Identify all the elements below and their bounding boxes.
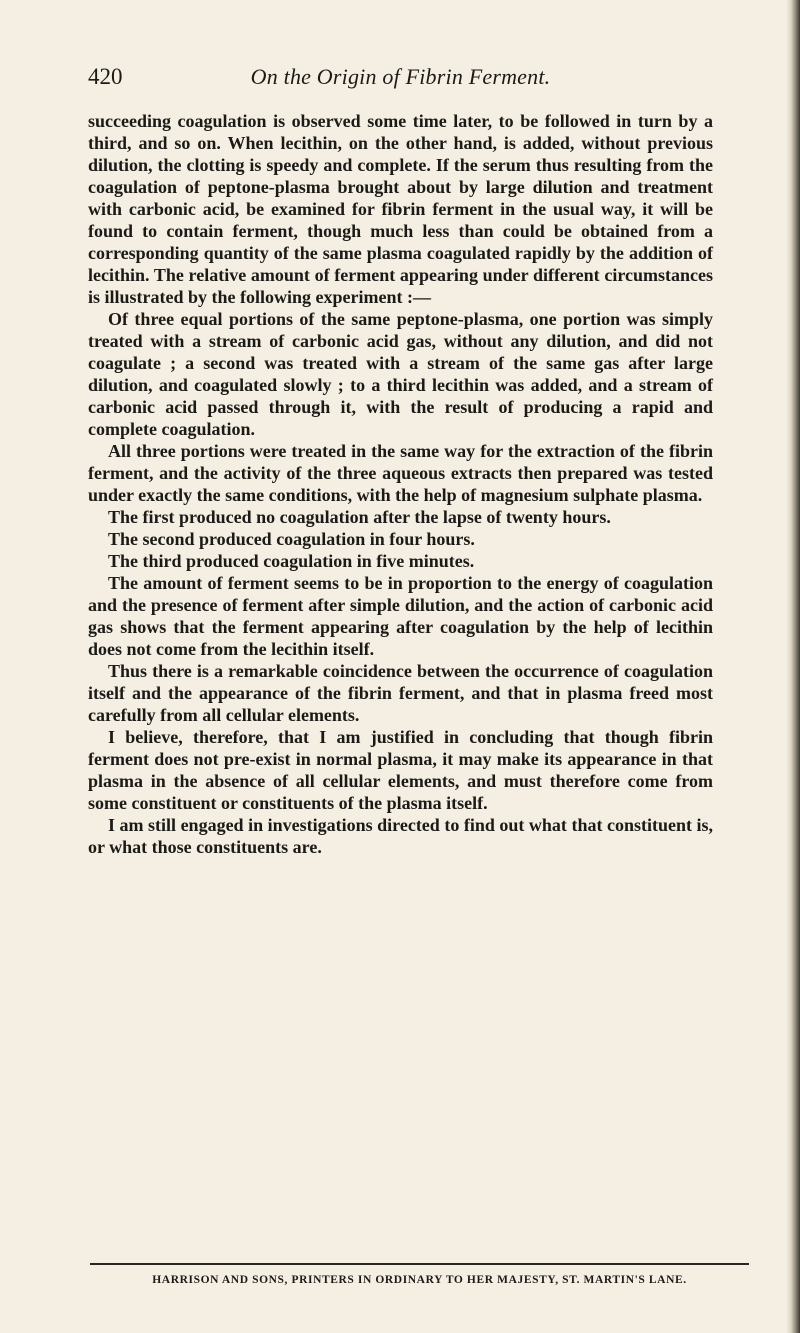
running-head [88, 64, 713, 94]
paragraph: The amount of ferment seems to be in proportion to the energy of coagulation and the presence of ferment after simple dilution, and the action of carbonic acid gas shows that the ferment appearing after coagulation by the help of lecithin does not come from the lecithin itself. [88, 573, 713, 659]
paragraph: The second produced coagulation in four hours. [108, 529, 475, 549]
paragraph: I believe, therefore, that I am justified in concluding that though fibrin ferment does not pre-exist in normal plasma, it may make its appearance in that plasma in the absence of all cellular elements, and must therefore come from some constituent or constituents of the plasma itself. [88, 727, 713, 813]
paragraph: The third produced coagulation in five minutes. [108, 551, 475, 571]
paragraph: Thus there is a remarkable coincidence between the occurrence of coagulation itself and the appearance of the fibrin ferment, and that in plasma freed most carefully from all cellular elements. [88, 661, 713, 725]
page-edge-shadow [786, 0, 800, 1333]
running-title: On the Origin of Fibrin Ferment. [250, 64, 551, 89]
footer-rule [90, 1263, 749, 1265]
paragraph: I am still engaged in investigations directed to find out what that constituent is, or what those constituents are. [88, 815, 713, 857]
printer-imprint: HARRISON AND SONS, PRINTERS IN ORDINARY TO HER MAJESTY, ST. MARTIN'S LANE. [152, 1274, 687, 1286]
paragraph: All three portions were treated in the same way for the extraction of the fibrin ferment, and the activity of the three aqueous extracts then prepared was tested under exactly the same conditions, with the help of magnesium sulphate plasma. [88, 441, 713, 505]
paragraph: Of three equal portions of the same peptone-plasma, one portion was simply treated with a stream of carbonic acid gas, without any dilution, and did not coagulate ; a second was treated with a stream of the same gas after large dilution, and coagulated slowly ; to a third lecithin was added, and a stream of carbonic acid passed through it, with the result of producing a rapid and complete coagulation. [88, 309, 713, 439]
page-number: 420 [88, 64, 123, 89]
paragraph: succeeding coagulation is observed some time later, to be followed in turn by a third, and so on. When lecithin, on the other hand, is added, without previous dilution, the clotting is speedy and complete. If the serum thus resulting from the coagulation of peptone-plasma brought about by large dilution and treatment with carbonic acid, be examined for fibrin ferment in the usual way, it will be found to contain ferment, though much less than could be obtained from a corresponding quantity of the same plasma coagulated rapidly by the addition of lecithin. The relative amount of ferment appearing under different circumstances is illustrated by the following experiment :— [88, 111, 713, 307]
body-text [88, 110, 713, 858]
paragraph: The first produced no coagulation after the lapse of twenty hours. [108, 507, 611, 527]
